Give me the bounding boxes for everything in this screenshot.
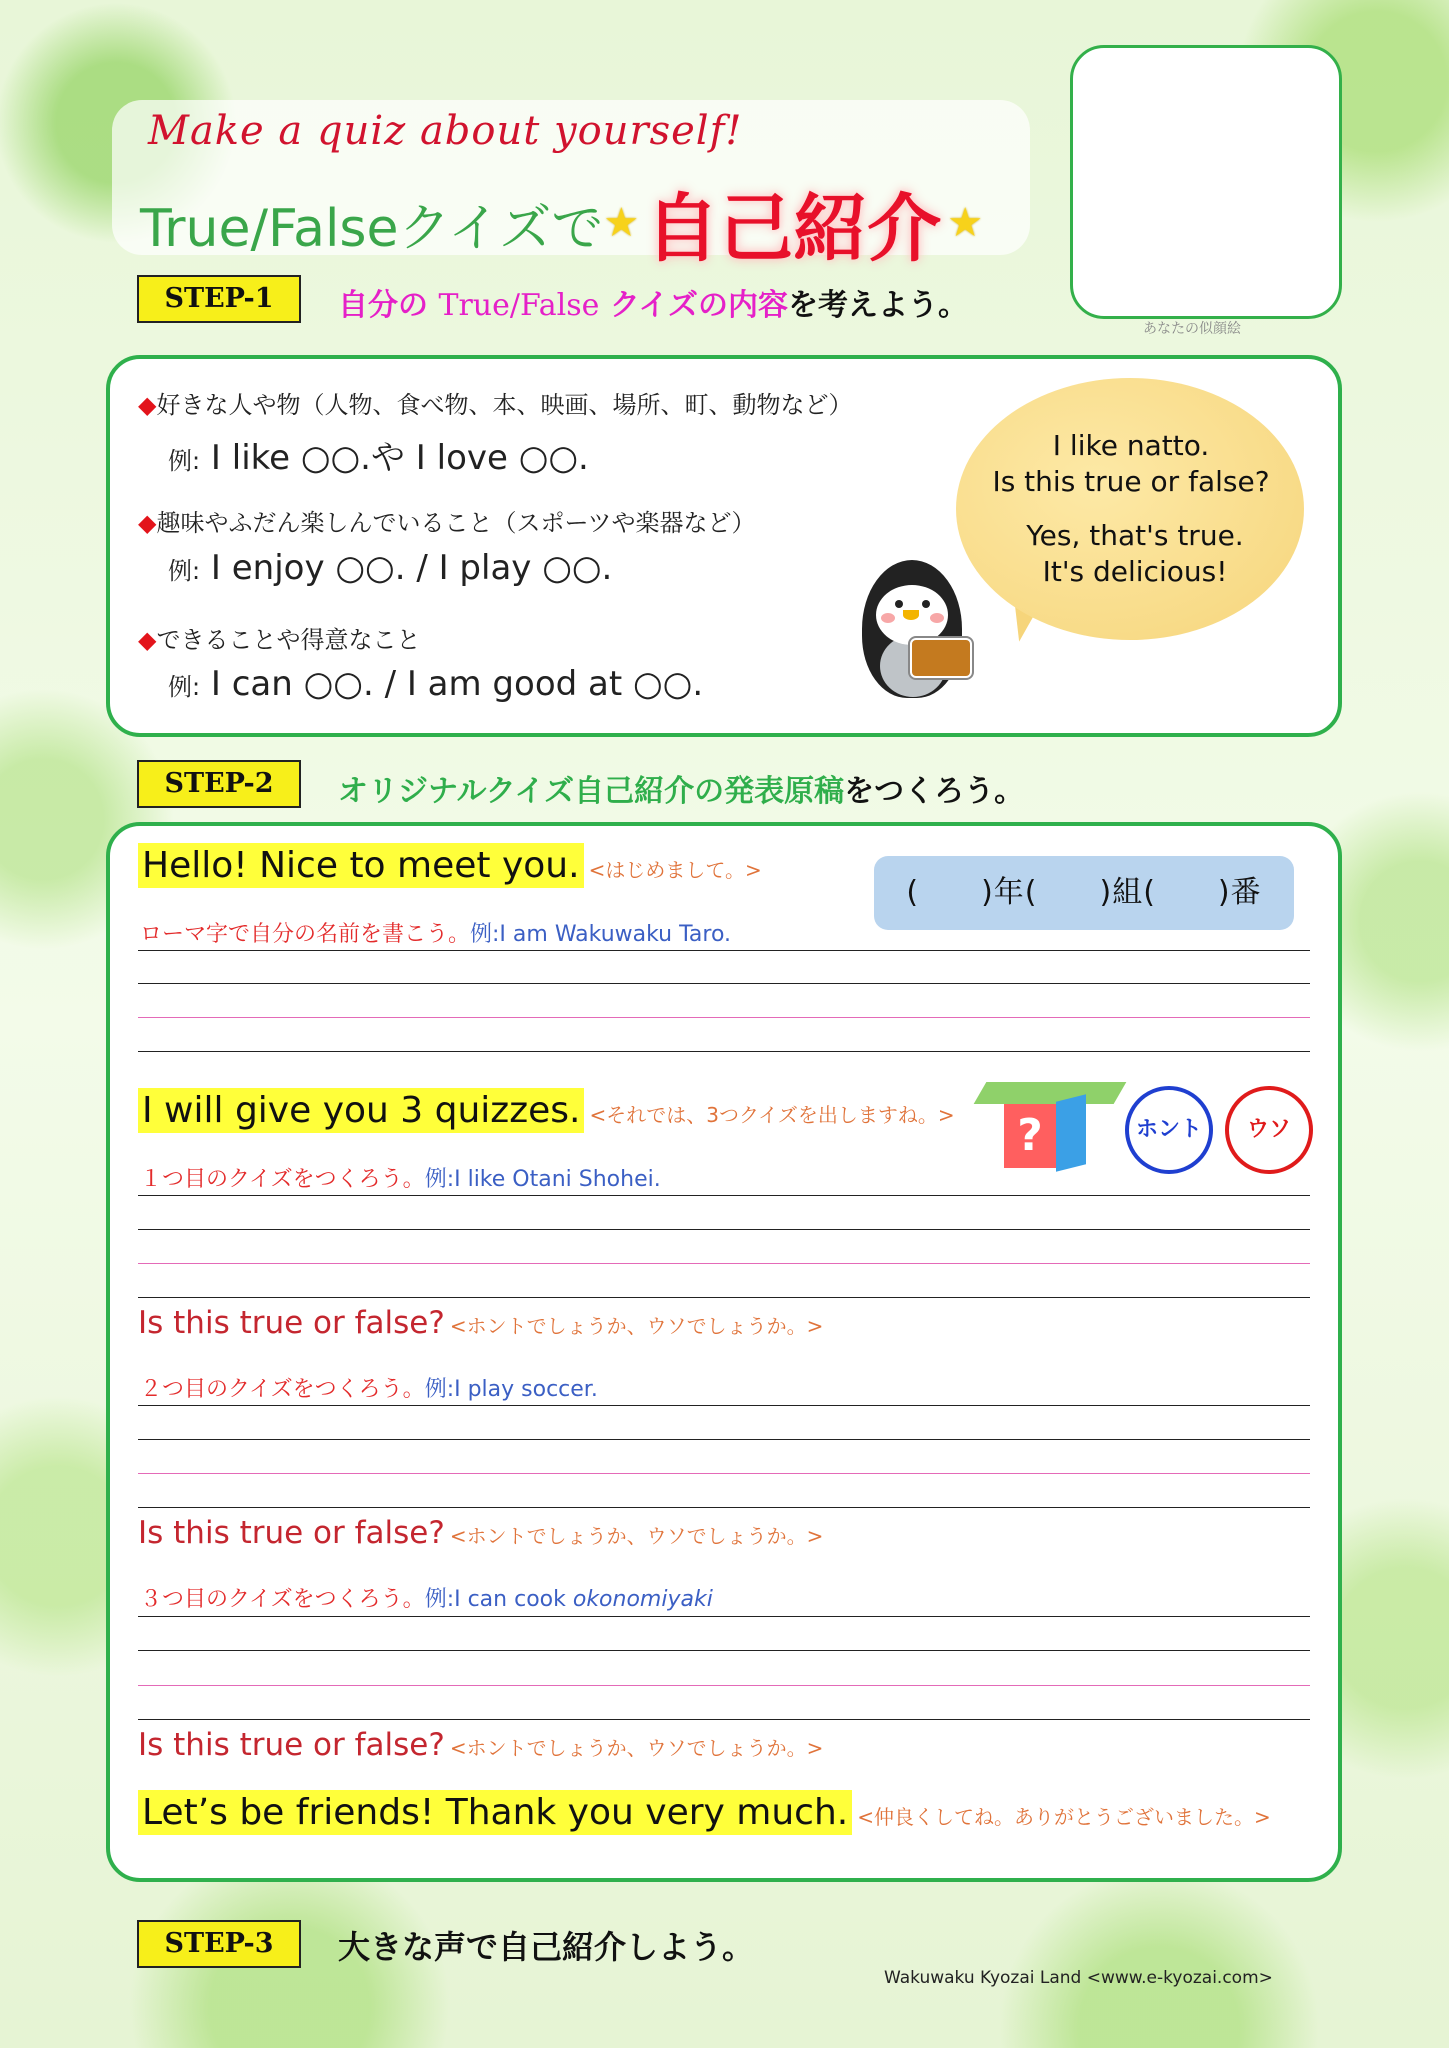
writing-line[interactable] — [138, 950, 1310, 951]
natto-icon — [910, 638, 972, 678]
guide-example: 例:I can cook — [424, 1587, 573, 1612]
hello-text: Hello! Nice to meet you. — [138, 843, 584, 888]
writing-line[interactable] — [138, 1650, 1310, 1651]
writing-line[interactable] — [138, 1439, 1310, 1440]
star-icon: ★ — [603, 200, 640, 246]
step2-text-b: をつくろう。 — [844, 774, 1025, 809]
portrait-frame[interactable] — [1070, 45, 1342, 319]
footer-credit: Wakuwaku Kyozai Land <www.e-kyozai.com> — [884, 1968, 1273, 1988]
writing-guide-line — [138, 1685, 1310, 1686]
writing-guide-line — [138, 1017, 1310, 1018]
question-box-icon: ? — [1004, 1104, 1056, 1168]
step1-bullet-3 — [138, 620, 420, 655]
step1-bullet-1 — [138, 385, 852, 420]
writing-line[interactable] — [138, 1297, 1310, 1298]
diamond-icon: ◆ — [138, 391, 157, 419]
star-icon: ★ — [947, 200, 984, 246]
step1-bullet-2 — [138, 503, 756, 538]
class-number-field[interactable]: ( )年( )組( )番 — [874, 856, 1294, 930]
guide-text: ローマ字で自分の名前を書こう。 — [140, 922, 471, 947]
give-quizzes-note: <それでは、3つクイズを出しますね。> — [589, 1103, 955, 1127]
bubble-line: Is this true or false? — [992, 465, 1270, 498]
writing-line[interactable] — [138, 1616, 1310, 1617]
question-text: Is this true or false? — [138, 1305, 445, 1341]
step2-instruction — [338, 766, 1024, 810]
bubble-question — [966, 428, 1296, 500]
false-stamp-icon: ウソ — [1225, 1086, 1313, 1174]
quiz-box-lid — [974, 1082, 1127, 1104]
step1-text-d: を考えよう。 — [788, 288, 969, 323]
rei-label: 例: — [168, 447, 201, 475]
penguin-beak — [903, 610, 919, 620]
rei-label: 例: — [168, 673, 201, 701]
hello-note: <はじめまして。> — [588, 858, 762, 882]
step1-text-b: True/False — [438, 288, 600, 323]
penguin-cheek — [930, 613, 944, 623]
title-main: 自己紹介 — [645, 186, 942, 272]
step1-example-2 — [168, 548, 612, 588]
title-english: Make a quiz about yourself! — [148, 108, 743, 154]
name-guide — [140, 917, 731, 948]
writing-guide-line — [138, 1263, 1310, 1264]
bubble-answer — [1000, 518, 1270, 590]
guide-example-italic: okonomiyaki — [572, 1587, 713, 1612]
step2-tag: STEP-2 — [137, 760, 301, 808]
step1-tag: STEP-1 — [137, 275, 301, 323]
bullet-text: できることや得意なこと — [156, 626, 421, 654]
quiz3-guide — [140, 1582, 713, 1613]
writing-line[interactable] — [138, 983, 1310, 984]
give-quizzes-line — [138, 1090, 955, 1131]
portrait-caption: あなたの似顔絵 — [1143, 321, 1241, 337]
bubble-line: Yes, that's true. — [1026, 519, 1244, 552]
speech-bubble — [956, 378, 1304, 640]
title-prefix: True/Falseクイズで — [140, 198, 604, 259]
quiz1-guide — [140, 1162, 661, 1193]
closing-note: <仲良くしてね。ありがとうございました。> — [857, 1805, 1271, 1829]
step1-example-1 — [168, 430, 589, 479]
writing-line[interactable] — [138, 1405, 1310, 1406]
hello-line — [138, 845, 762, 886]
true-stamp-icon: ホント — [1125, 1086, 1213, 1174]
question-line-3 — [138, 1727, 823, 1763]
example-text: I like ○○.や I love ○○. — [210, 438, 589, 478]
question-text: Is this true or false? — [138, 1727, 445, 1763]
penguin-eye — [922, 600, 930, 608]
writing-line[interactable] — [138, 1507, 1310, 1508]
writing-line[interactable] — [138, 1195, 1310, 1196]
writing-guide-line — [138, 1473, 1310, 1474]
question-line-2 — [138, 1515, 823, 1551]
guide-example: 例:I am Wakuwaku Taro. — [470, 922, 732, 947]
give-quizzes-text: I will give you 3 quizzes. — [138, 1088, 584, 1133]
guide-example: 例:I like Otani Shohei. — [424, 1167, 661, 1192]
closing-line — [138, 1792, 1271, 1833]
guide-text: ２つ目のクイズをつくろう。 — [140, 1377, 425, 1402]
title-japanese — [140, 170, 983, 276]
rei-label: 例: — [168, 557, 201, 585]
bubble-line: I like natto. — [1052, 429, 1210, 462]
quiz-box-side — [1056, 1094, 1086, 1171]
question-note: <ホントでしょうか、ウソでしょうか。> — [449, 1736, 824, 1760]
step2-text-a: オリジナルクイズ自己紹介の発表原稿 — [338, 774, 845, 809]
penguin-cheek — [881, 613, 895, 623]
step3-instruction: 大きな声で自己紹介しよう。 — [338, 1928, 755, 1966]
step2-box — [106, 822, 1342, 1882]
bubble-line: It's delicious! — [1042, 555, 1228, 588]
question-line-1 — [138, 1305, 823, 1341]
question-text: Is this true or false? — [138, 1515, 445, 1551]
writing-line[interactable] — [138, 1719, 1310, 1720]
diamond-icon: ◆ — [138, 509, 157, 537]
step1-text-c: クイズの内容 — [609, 288, 789, 323]
step1-text-a: 自分の — [338, 288, 428, 323]
question-note: <ホントでしょうか、ウソでしょうか。> — [449, 1524, 824, 1548]
penguin-eye — [895, 600, 903, 608]
guide-example: 例:I play soccer. — [424, 1377, 598, 1402]
writing-line[interactable] — [138, 1229, 1310, 1230]
guide-text: １つ目のクイズをつくろう。 — [140, 1167, 425, 1192]
guide-text: ３つ目のクイズをつくろう。 — [140, 1587, 425, 1612]
quiz2-guide — [140, 1372, 598, 1403]
closing-text: Let’s be friends! Thank you very much. — [138, 1790, 852, 1835]
example-text: I enjoy ○○. / I play ○○. — [210, 548, 613, 588]
step3-tag: STEP-3 — [137, 1920, 301, 1968]
bullet-text: 趣味やふだん楽しんでいること（スポーツや楽器など） — [156, 509, 756, 537]
diamond-icon: ◆ — [138, 626, 157, 654]
example-text: I can ○○. / I am good at ○○. — [210, 664, 704, 704]
question-note: <ホントでしょうか、ウソでしょうか。> — [449, 1314, 824, 1338]
writing-line[interactable] — [138, 1051, 1310, 1052]
step1-instruction — [338, 280, 968, 324]
step1-example-3 — [168, 664, 703, 704]
bullet-text: 好きな人や物（人物、食べ物、本、映画、場所、町、動物など） — [156, 391, 853, 419]
